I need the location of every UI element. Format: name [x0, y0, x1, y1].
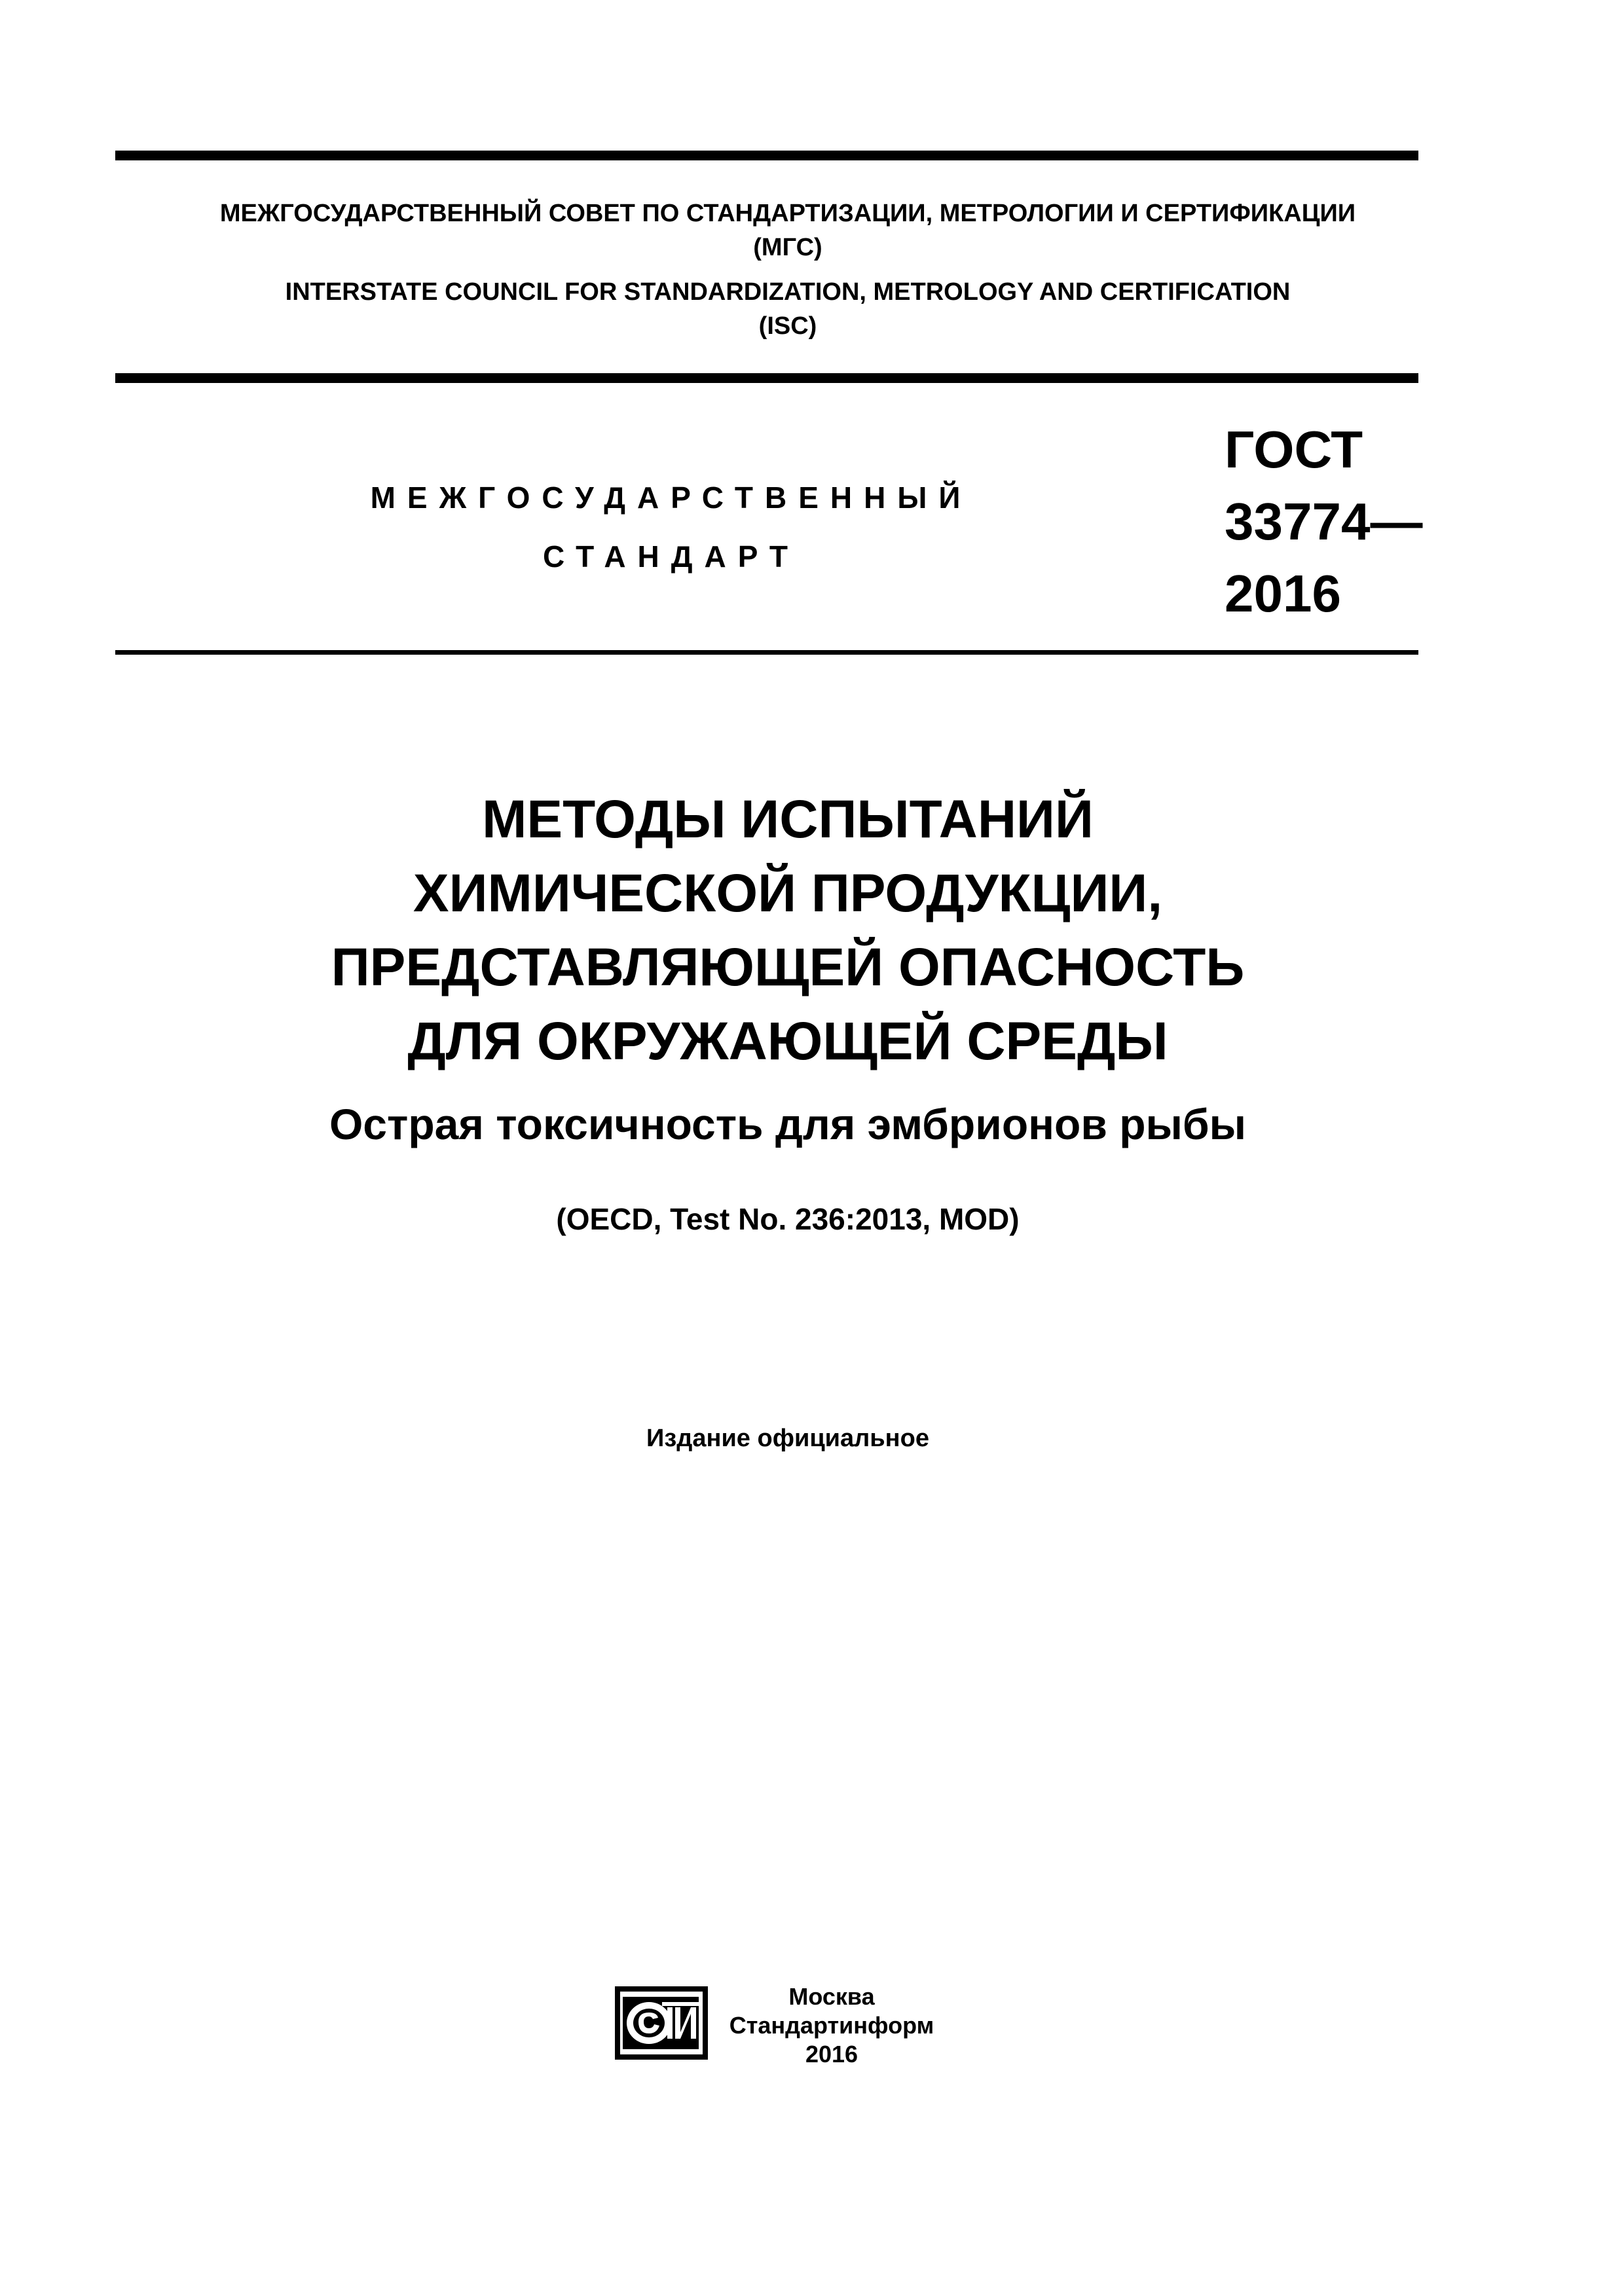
- gost-year: 2016: [1225, 564, 1341, 623]
- standard-type-line1: МЕЖГОСУДАРСТВЕННЫЙ: [370, 481, 972, 515]
- title-line: ДЛЯ ОКРУЖАЮЩЕЙ СРЕДЫ: [407, 1011, 1168, 1071]
- document-title: [115, 782, 1460, 1078]
- imprint: [720, 1982, 943, 2069]
- top-rule: [115, 151, 1418, 160]
- council-name-ru-line1: МЕЖГОСУДАРСТВЕННЫЙ СОВЕТ ПО СТАНДАРТИЗАЦИИ, МЕТРОЛОГИИ И СЕРТИФИКАЦИИ: [219, 200, 1356, 227]
- middle-rule: [115, 373, 1418, 383]
- gost-designation: [1225, 414, 1441, 630]
- lower-rule: [115, 650, 1418, 655]
- edition-note: Издание официальное: [646, 1425, 929, 1452]
- council-name-ru: [115, 196, 1460, 264]
- imprint-year: 2016: [805, 2041, 858, 2068]
- gost-prefix: ГОСТ: [1225, 420, 1363, 479]
- council-abbr-ru: (МГС): [753, 234, 822, 261]
- modification-reference: (OECD, Test No. 236:2013, MOD): [556, 1202, 1020, 1236]
- standard-type: [327, 468, 1015, 586]
- council-name-en-line1: INTERSTATE COUNCIL FOR STANDARDIZATION, METROLOGY AND CERTIFICATION: [285, 278, 1291, 306]
- standard-type-line2: СТАНДАРТ: [543, 539, 800, 574]
- council-name-en: [115, 275, 1460, 343]
- gost-number: 33774—: [1225, 492, 1423, 551]
- imprint-city: Москва: [788, 1983, 875, 2010]
- title-line: МЕТОДЫ ИСПЫТАНИЙ: [482, 790, 1094, 849]
- imprint-publisher: Стандартинформ: [729, 2012, 934, 2039]
- title-line: ПРЕДСТАВЛЯЮЩЕЙ ОПАСНОСТЬ: [331, 938, 1245, 997]
- council-abbr-en: (ISC): [758, 312, 817, 340]
- document-subtitle: Острая токсичность для эмбрионов рыбы: [329, 1100, 1247, 1148]
- standartinform-logo-icon: [612, 1984, 710, 2062]
- title-line: ХИМИЧЕСКОЙ ПРОДУКЦИИ,: [413, 864, 1163, 923]
